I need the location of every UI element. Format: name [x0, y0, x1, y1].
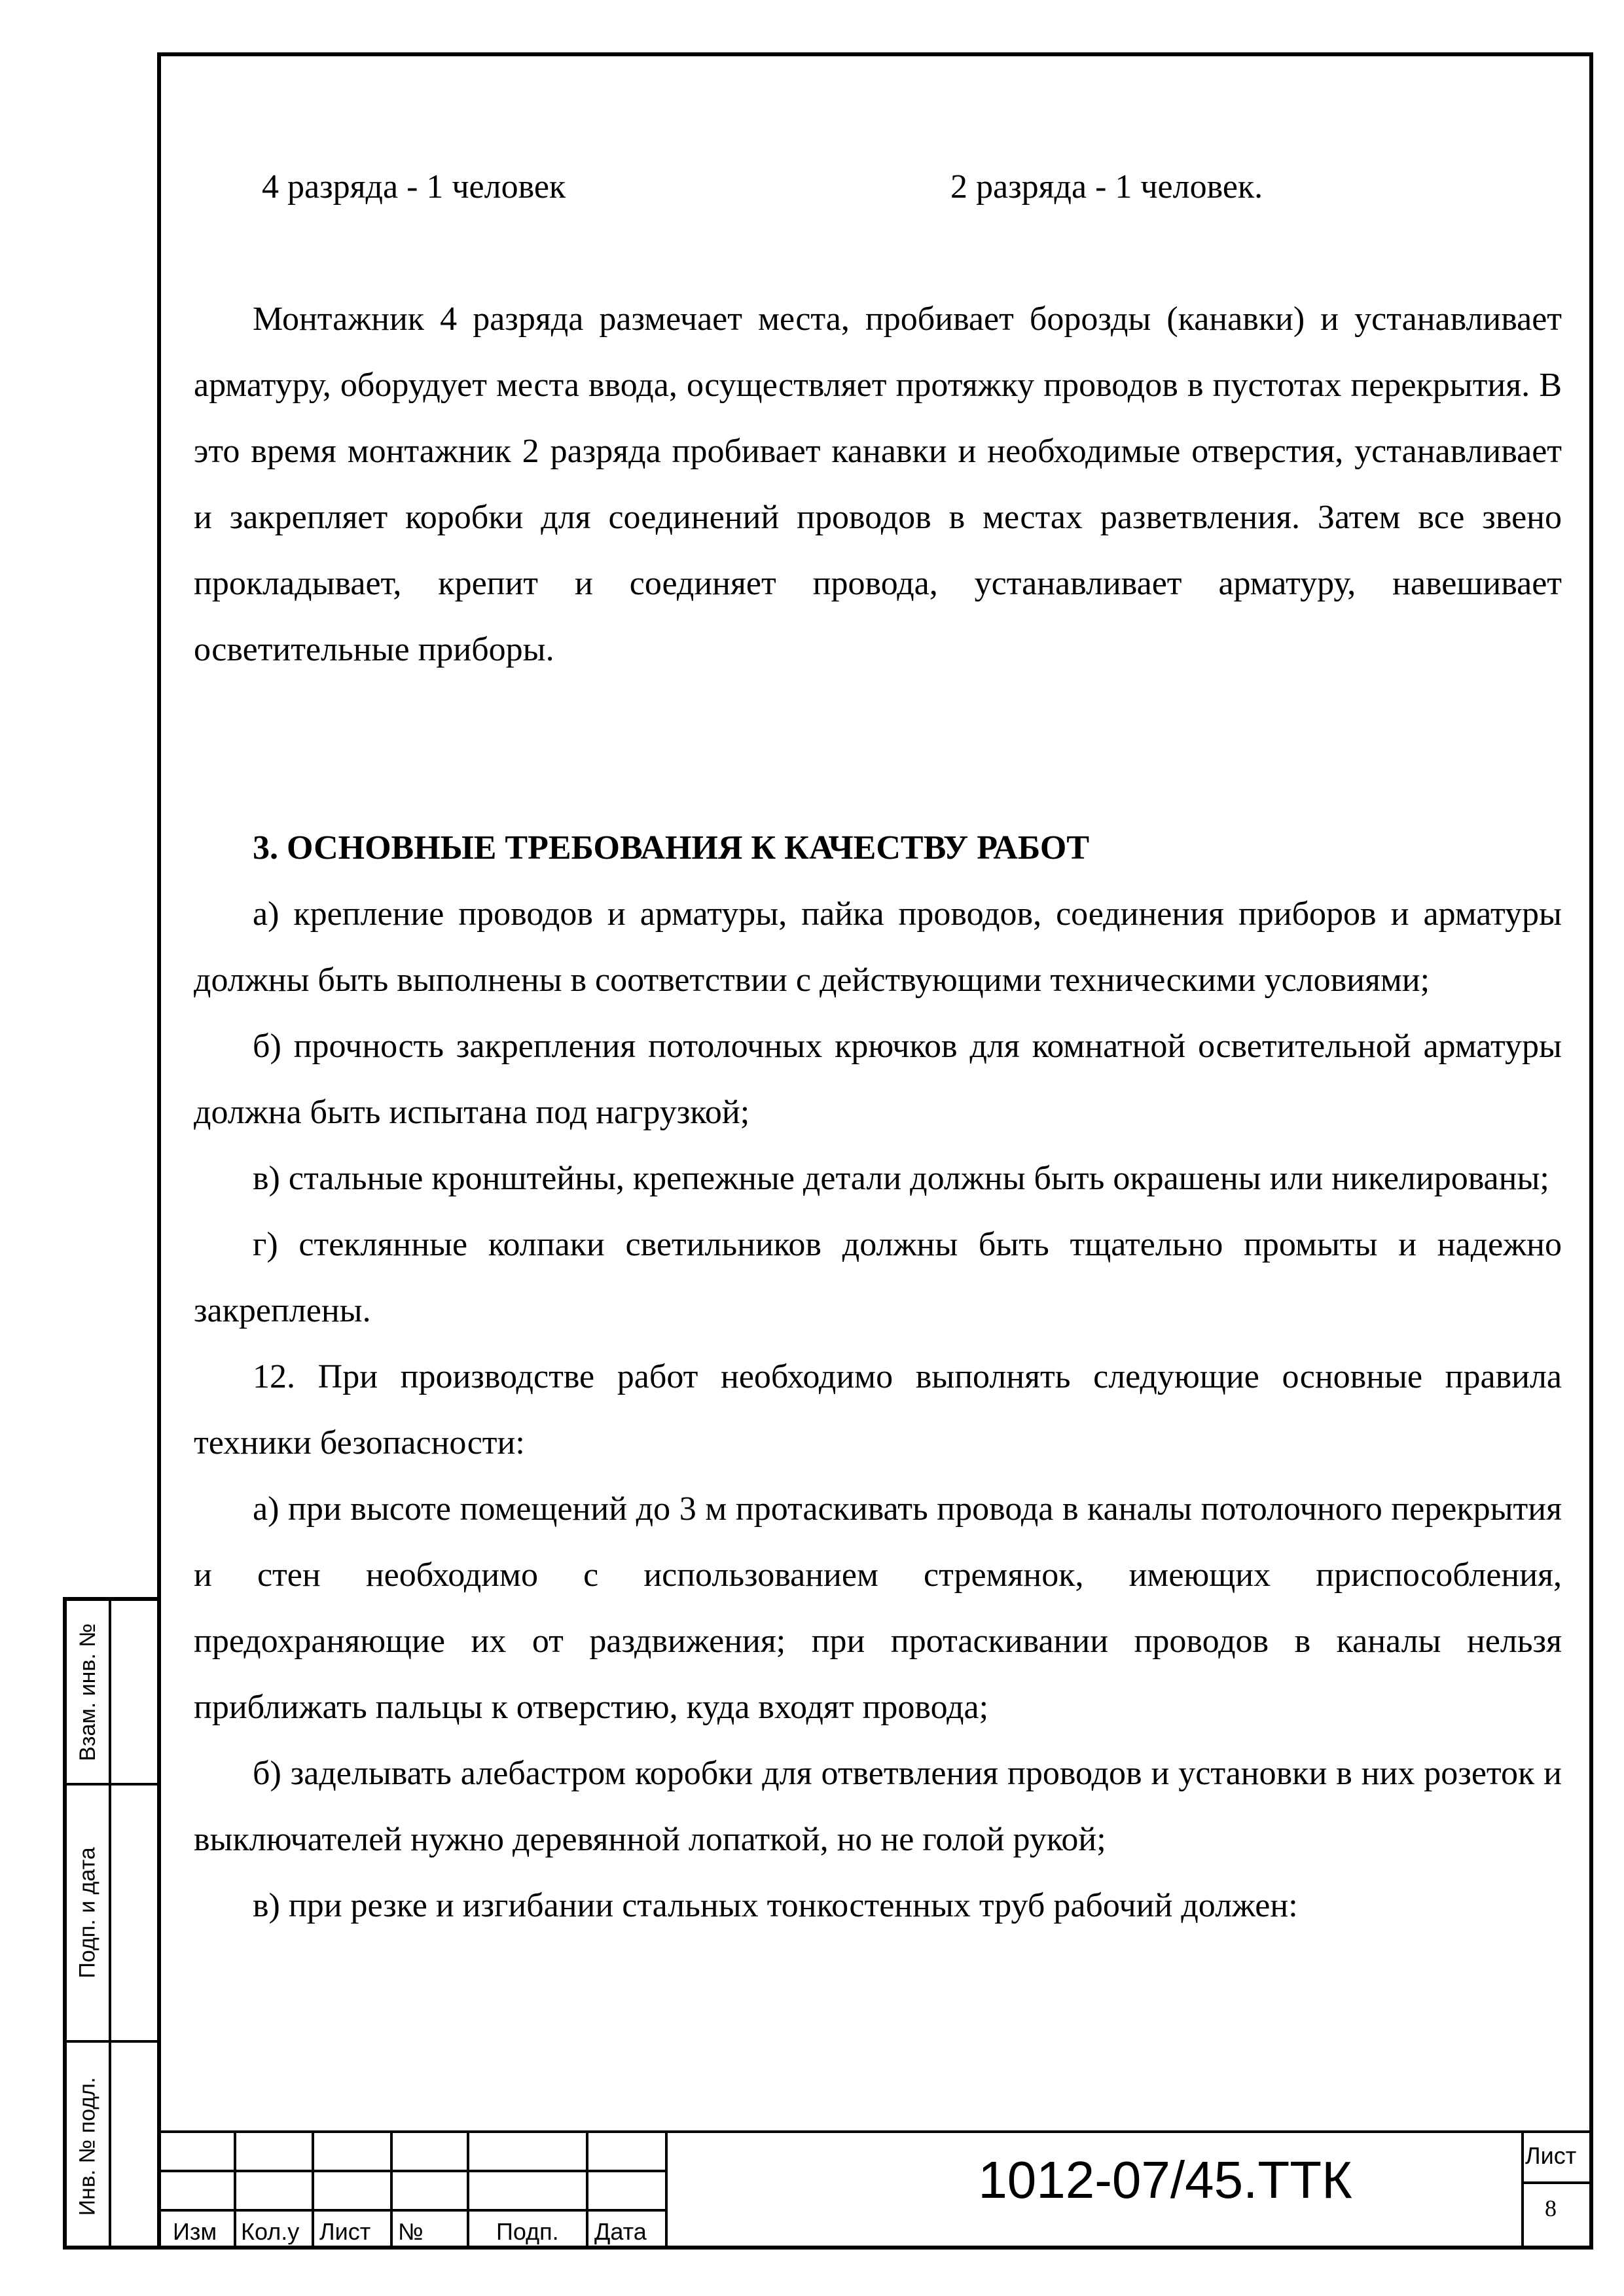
section-heading [194, 815, 1562, 881]
col-date: Дата [594, 2218, 647, 2245]
quality-item: а) крепление проводов и арматуры, пайка проводов, соединения приборов и арматуры должны быть выполнены в соответствии с действующими техническими условиями; [194, 895, 1562, 999]
quality-item: б) прочность закрепления потолочных крючков для комнатной осветительной арматуры должна быть испытана под нагрузкой; [194, 1028, 1562, 1131]
col-kolu: Кол.у [241, 2218, 300, 2245]
safety-intro: 12. При производстве работ необходимо выполнять следующие основные правила техники безопасности: [194, 1358, 1562, 1462]
quality-item: в) стальные кронштейны, крепежные детали должны быть окрашены или никелированы; [253, 1160, 1549, 1197]
document-code: 1012-07/45.ТТК [978, 2151, 1352, 2209]
label-replacement-inv: Взам. инв. № [75, 1623, 100, 1761]
paragraph-work: Монтажник 4 разряда размечает места, пробивает борозды (канавки) и устанавливает арматуру, оборудует места ввода, осуществляет протяжку проводов в пустотах перекрытия. В это время монтажник 2 разряда пробивает канавки и необходимые отверстия, устанавливает и закрепляет коробки для соединений проводов в местах разветвления. Затем все звено прокладывает, крепит и соединяет провода, устанавливает арматуру, навешивает осветительные приборы. [194, 300, 1562, 668]
col-number: № [398, 2218, 424, 2245]
label-original-inv: Инв. № подл. [75, 2077, 100, 2215]
safety-item: в) при резке и изгибании стальных тонкостенных труб рабочий должен: [253, 1887, 1298, 1924]
quality-item: г) стеклянные колпаки светильников должны быть тщательно промыты и надежно закреплены. [194, 1226, 1562, 1329]
col-signature: Подп. [496, 2218, 559, 2245]
document-body [194, 154, 1562, 1939]
safety-item: а) при высоте помещений до 3 м протаскивать провода в каналы потолочного перекрытия и стен необходимо с использованием стремянок, имеющих приспособления, предохраняющие их от раздвижения; при протаскивании проводов в каналы нельзя приближать пальцы к отверстию, куда входят провода; [194, 1490, 1562, 1726]
sheet-label: Лист [1525, 2142, 1577, 2169]
crew-right: 2 разряда - 1 человек. [950, 168, 1263, 206]
crew-left: 4 разряда - 1 человек [262, 168, 566, 206]
sheet-number: 8 [1545, 2195, 1557, 2221]
side-strip [63, 1597, 157, 2250]
crew-line [194, 154, 1562, 220]
label-signature-date: Подп. и дата [75, 1847, 100, 1979]
safety-item: б) заделывать алебастром коробки для ответвления проводов и установки в них розеток и выключателей нужно деревянной лопаткой, но не голой рукой; [194, 1755, 1562, 1858]
title-block [157, 2130, 1593, 2250]
section-title: . ОСНОВНЫЕ ТРЕБОВАНИЯ К КАЧЕСТВУ РАБОТ [270, 829, 1090, 867]
col-izm: Изм [173, 2218, 217, 2245]
col-list: Лист [319, 2218, 371, 2245]
section-number: 3 [253, 829, 270, 867]
